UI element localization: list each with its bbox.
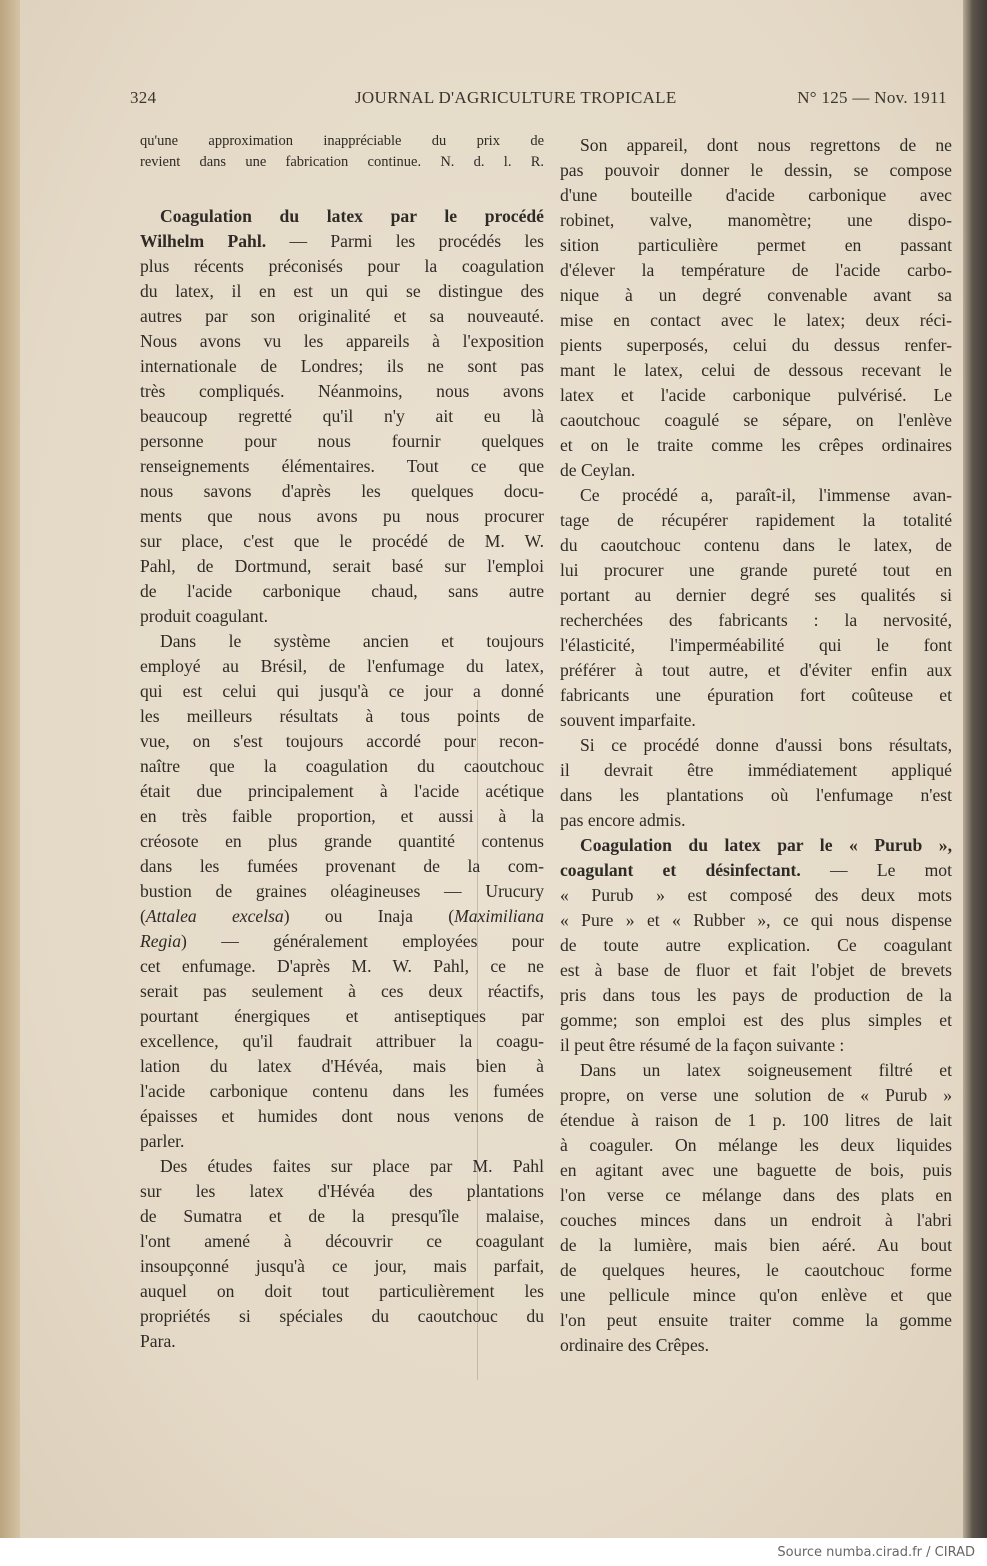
text-line: pients superposés, celui du dessus renfer- (560, 335, 952, 355)
text-segment: ( (140, 906, 146, 926)
text-line: nous savons d'après les quelques docu- (140, 481, 544, 501)
text-line: Dans un latex soigneusement filtré et (580, 1060, 952, 1080)
italic-text: Maximiliana (454, 906, 544, 926)
italic-text: Regia (140, 931, 182, 951)
text-line: Nous avons vu les appareils à l'exposition (140, 331, 544, 351)
text-line: bustion de graines oléagineuses — Urucury (140, 881, 544, 901)
text-line: pas encore admis. (560, 810, 686, 830)
text-line: du caoutchouc contenu dans le latex, de (560, 535, 952, 555)
text-line: « Purub » est composé des deux mots (560, 885, 952, 905)
text-line: Pahl, de Dortmund, serait basé sur l'emploi (140, 556, 544, 576)
text-line (560, 833, 952, 858)
text-line: tage de récupérer rapidement la totalité (560, 510, 952, 530)
text-line: l'ont amené à découvrir ce coagulant (140, 1231, 544, 1251)
text-line: ments que nous avons pu nous procurer (140, 506, 544, 526)
text-line: naître que la coagulation du caoutchouc (140, 756, 544, 776)
text-line: pris dans tous les pays de production de la (560, 985, 952, 1005)
text-line: souvent imparfaite. (560, 710, 696, 730)
text-line: l'acide carbonique contenu dans les fumées (140, 1081, 544, 1101)
text-line: propriétés si spéciales du caoutchouc du (140, 1306, 544, 1326)
text-line: de l'acide carbonique chaud, sans autre (140, 581, 544, 601)
text-line: d'élever la température de l'acide carbo- (560, 260, 952, 280)
text-line: auquel on doit tout particulièrement les (140, 1281, 544, 1301)
text-line: revient dans une fabrication continue. N. d. l. R. (140, 154, 544, 170)
text-line: gomme; son emploi est des plus simples et (560, 1010, 952, 1030)
text-line: autres par son originalité et sa nouveauté. (140, 306, 544, 326)
page-edge-left (0, 0, 20, 1538)
text-line: employé au Brésil, de l'enfumage du latex, (140, 656, 544, 676)
text-line: étendue à raison de 1 p. 100 litres de lait (560, 1110, 952, 1130)
text-line: renseignements élémentaires. Tout ce que (140, 456, 544, 476)
text-line: lation du latex d'Hévéa, mais bien à (140, 1056, 544, 1076)
text-line: il devrait être immédiatement appliqué (560, 760, 952, 780)
text-line: pourtant énergiques et antiseptiques par (140, 1006, 544, 1026)
text-line: recherchées des fabricants : la nervosité, (560, 610, 952, 630)
text-line: de Sumatra et de la presqu'île malaise, (140, 1206, 544, 1226)
text-line: Para. (140, 1331, 176, 1351)
paragraph (560, 133, 952, 483)
text-line (140, 229, 544, 254)
text-line: sur place, c'est que le procédé de M. W. (140, 531, 544, 551)
text-line: propre, on verse une solution de « Purub » (560, 1085, 952, 1105)
text-line: du latex, il en est un qui se distingue des (140, 281, 544, 301)
text-line (140, 904, 544, 929)
text-line: dans les plantations où l'enfumage n'est (560, 785, 952, 805)
text-line: vue, on s'est toujours accordé pour recon- (140, 731, 544, 751)
text-line: nique à un degré convenable avant sa (560, 285, 952, 305)
text-line: caoutchouc coagulé se sépare, on l'enlève (560, 410, 952, 430)
text-line: Si ce procédé donne d'aussi bons résultats, (580, 735, 952, 755)
bold-heading-text: Coagulation du latex par le « Purub », (580, 835, 952, 855)
text-line: à coaguler. On mélange les deux liquides (560, 1135, 952, 1155)
text-line: en très faible proportion, et aussi à la (140, 806, 544, 826)
paragraph (140, 629, 544, 1154)
right-column (560, 133, 952, 1358)
text-line: serait pas seulement à ces deux réactifs, (140, 981, 544, 1001)
text-line: préférer à tout autre, et d'éviter enfin aux (560, 660, 952, 680)
text-line: latex et l'acide carbonique pulvérisé. Le (560, 385, 952, 405)
text-line: lui procurer une grande pureté tout en (560, 560, 952, 580)
text-line: personne pour nous fournir quelques (140, 431, 544, 451)
source-credit: Source numba.cirad.fr / CIRAD (777, 1545, 975, 1560)
left-column (140, 204, 544, 1354)
text-line: très compliqués. Néanmoins, nous avons (140, 381, 544, 401)
text-line: était due principalement à l'acide acétique (140, 781, 544, 801)
text-line: de quelques heures, le caoutchouc forme (560, 1260, 952, 1280)
text-line: « Pure » et « Rubber », ce qui nous dispense (560, 910, 952, 930)
text-line: produit coagulant. (140, 606, 269, 626)
text-line: qu'une approximation inappréciable du prix de (140, 133, 544, 149)
paragraph (560, 733, 952, 833)
text-line: mant le latex, celui de dessous recevant le (560, 360, 952, 380)
text-line: il peut être résumé de la façon suivante : (560, 1035, 845, 1055)
journal-title: JOURNAL D'AGRICULTURE TROPICALE (355, 88, 677, 107)
binding-edge-right (963, 0, 987, 1538)
text-segment: — Le mot (800, 860, 952, 880)
text-line (140, 929, 544, 954)
text-line: robinet, valve, manomètre; une dispo- (560, 210, 952, 230)
text-line (560, 858, 952, 883)
text-line (140, 204, 544, 229)
text-segment: ) — généralement employées pour (181, 931, 544, 951)
text-line: internationale de Londres; ils ne sont pas (140, 356, 544, 376)
italic-text: Attalea excelsa (145, 906, 284, 926)
paragraph (560, 1058, 952, 1358)
text-line: de toute autre explication. Ce coagulant (560, 935, 952, 955)
text-line: cet enfumage. D'après M. W. Pahl, ce ne (140, 956, 544, 976)
paragraph (140, 1154, 544, 1354)
text-line: Dans le système ancien et toujours (160, 631, 544, 651)
text-line: portant au dernier degré ses qualités si (560, 585, 952, 605)
page-number: 324 (130, 88, 157, 107)
text-line: d'une bouteille d'acide carbonique avec (560, 185, 952, 205)
text-line: pas pouvoir donner le dessin, se compose (560, 160, 952, 180)
text-line: mise en contact avec le latex; deux réci- (560, 310, 952, 330)
text-line: épaisses et humides dont nous venons de (140, 1106, 544, 1126)
text-line: excellence, qu'il faudrait attribuer la coagu- (140, 1031, 544, 1051)
text-line: qui est celui qui jusqu'à ce jour a donné (140, 681, 544, 701)
text-line: sur les latex d'Hévéa des plantations (140, 1181, 544, 1201)
issue-info: N° 125 — Nov. 1911 (797, 88, 947, 107)
bold-heading-text: Wilhelm Pahl. (140, 231, 267, 251)
text-line: les meilleurs résultats à tous points de (140, 706, 544, 726)
text-line: est à base de fluor et fait l'objet de brevets (560, 960, 952, 980)
text-line: l'élasticité, l'imperméabilité qui le font (560, 635, 952, 655)
text-segment: ) ou Inaja ( (283, 906, 455, 926)
paragraph (560, 483, 952, 733)
text-line: l'on peut ensuite traiter comme la gomme (560, 1310, 952, 1330)
text-line: une pellicule mince qu'on enlève et que (560, 1285, 952, 1305)
text-line: de la lumière, mais bien aéré. Au bout (560, 1235, 952, 1255)
text-line: Des études faites sur place par M. Pahl (160, 1156, 544, 1176)
editor-note (140, 131, 544, 173)
text-line: Son appareil, dont nous regrettons de ne (580, 135, 952, 155)
text-line: Ce procédé a, paraît-il, l'immense avan- (580, 485, 952, 505)
text-line: insoupçonné jusqu'à ce jour, mais parfait, (140, 1256, 544, 1276)
bold-heading-text: Coagulation du latex par le procédé (160, 206, 544, 226)
text-line: plus récents préconisés pour la coagulation (140, 256, 544, 276)
bold-heading-text: coagulant et désinfectant. (560, 860, 801, 880)
text-line: dans les fumées provenant de la com- (140, 856, 544, 876)
text-line: l'on verse ce mélange dans des plats en (560, 1185, 952, 1205)
paragraph (560, 833, 952, 1058)
text-line: beaucoup regretté qu'il n'y ait eu là (140, 406, 544, 426)
text-line: parler. (140, 1131, 185, 1151)
text-line: couches minces dans un endroit à l'abri (560, 1210, 952, 1230)
text-line: sition particulière permet en passant (560, 235, 952, 255)
text-line: de Ceylan. (560, 460, 636, 480)
text-line: créosote en plus grande quantité contenus (140, 831, 544, 851)
text-line: ordinaire des Crêpes. (560, 1335, 710, 1355)
text-segment: — Parmi les procédés les (266, 231, 544, 251)
paragraph (140, 204, 544, 629)
text-line: et on le traite comme les crêpes ordinaires (560, 435, 952, 455)
text-line: fabricants une épuration fort coûteuse et (560, 685, 952, 705)
text-line: en agitant avec une baguette de bois, puis (560, 1160, 952, 1180)
